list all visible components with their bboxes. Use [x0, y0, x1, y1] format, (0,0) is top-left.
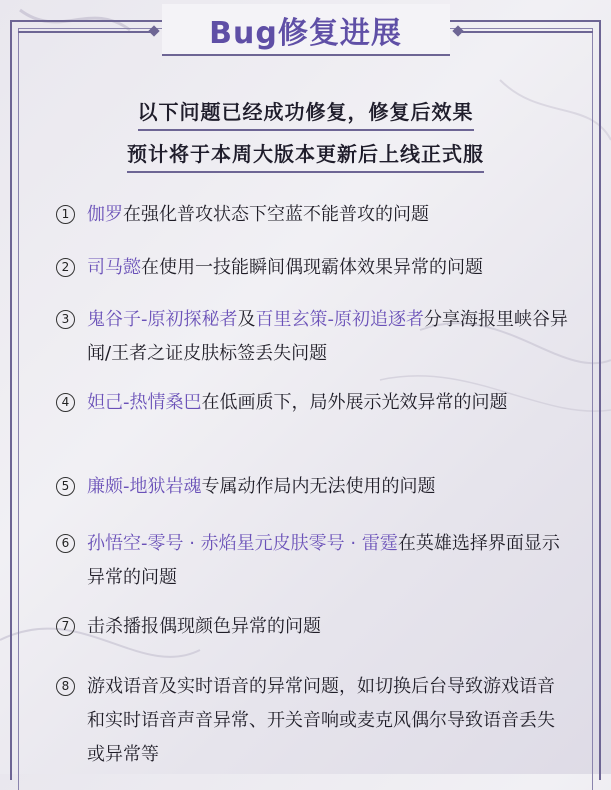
skin-name: 鬼谷子-原初探秘者: [87, 309, 238, 330]
skin-name: 妲己-热情桑巴: [87, 392, 202, 413]
hero-name: 伽罗: [87, 204, 123, 225]
item-number: 6: [56, 534, 75, 553]
item-number: 5: [56, 477, 75, 496]
item-text: 专属动作局内无法使用的问题: [201, 476, 436, 497]
list-item: [57, 386, 572, 420]
list-item: [57, 251, 572, 285]
item-text: 在强化普攻状态下空蓝不能普攻的问题: [123, 204, 429, 225]
item-text: 分享海报里峡谷异闻/王者之证皮肤标签丢失问题: [87, 309, 568, 364]
hero-name: 司马懿: [87, 257, 141, 278]
item-number: 7: [56, 617, 75, 636]
item-number: 3: [56, 310, 75, 329]
skin-name: 百里玄策-原初追逐者: [255, 309, 424, 330]
list-item: [57, 470, 572, 504]
item-text: 在使用一技能瞬间偶现霸体效果异常的问题: [141, 257, 483, 278]
list-item: [57, 670, 572, 772]
item-text: 游戏语音及实时语音的异常问题，如切换后台导致游戏语音和实时语音声音异常、开关音响或麦克风偶尔导致语音丢失或异常等: [87, 676, 555, 765]
list-item: [57, 610, 572, 644]
heading-line-1: 以下问题已经成功修复，修复后效果: [0, 96, 611, 125]
heading-line-2: 预计将于本周大版本更新后上线正式服: [0, 138, 611, 167]
list-item: [57, 303, 572, 371]
page-title: Bug修复进展: [209, 16, 402, 51]
item-text: 击杀播报偶现颜色异常的问题: [87, 616, 321, 637]
skin-name: 廉颇-地狱岩魂: [87, 476, 202, 497]
item-number: 2: [56, 258, 75, 277]
list-item: [57, 198, 572, 232]
item-number: 1: [56, 205, 75, 224]
list-item: [57, 527, 572, 595]
item-text: 在低画质下，局外展示光效异常的问题: [201, 392, 508, 413]
skin-name: 孙悟空-零号 · 赤焰星元皮肤零号 · 雷霆: [87, 533, 398, 554]
item-text: 及: [237, 309, 256, 330]
item-text: 在英雄选择界面显示异常的问题: [87, 533, 560, 588]
item-number: 4: [56, 393, 75, 412]
title-banner: [0, 0, 611, 60]
item-number: 8: [56, 677, 75, 696]
